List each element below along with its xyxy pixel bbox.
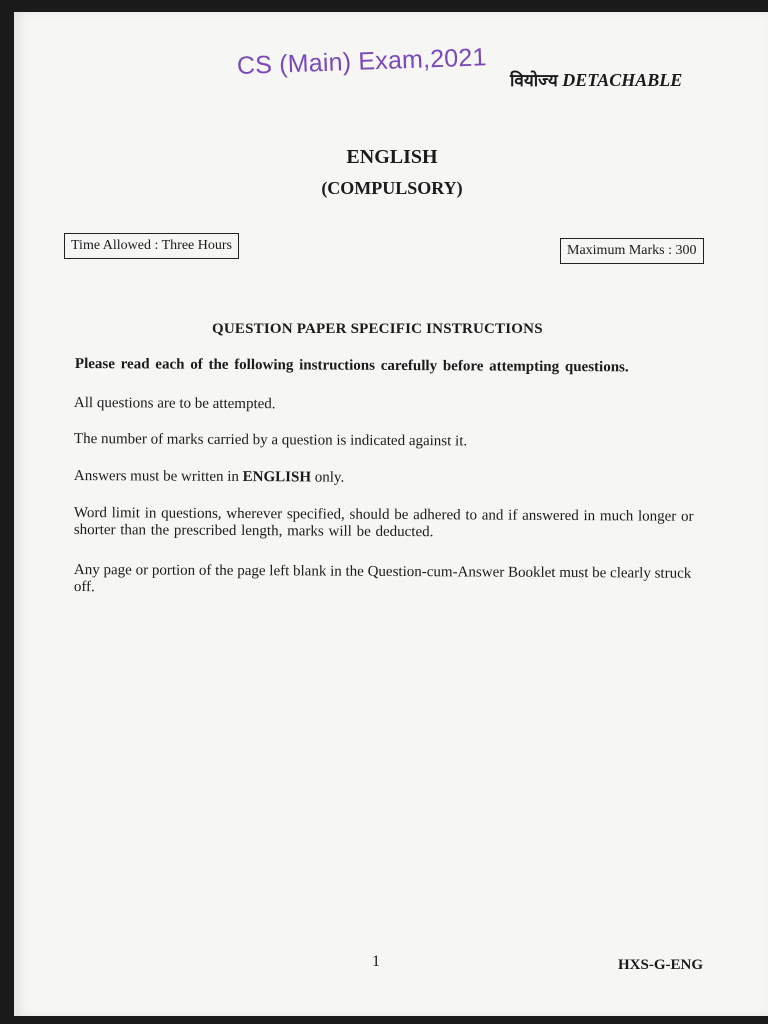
instructions-lead: Please read each of the following instructions carefully before attempting questions. <box>74 356 629 376</box>
instruction-item: Any page or portion of the page left blank in the Question-cum-Answer Booklet must be clearly struck off. <box>73 562 692 596</box>
answers-language: ENGLISH <box>242 469 312 486</box>
subject-subtitle: (COMPULSORY) <box>321 178 463 198</box>
maximum-marks-box: Maximum Marks : 300 <box>560 238 704 264</box>
instruction-item: Word limit in questions, wherever specified, should be adhered to and if answered in much longer or shorter than the prescribed length, marks will be deducted. <box>73 505 694 541</box>
time-allowed-box: Time Allowed : Three Hours <box>64 233 239 259</box>
subject-title: ENGLISH <box>346 146 438 168</box>
detachable-english: DETACHABLE <box>562 70 683 90</box>
instruction-item: All questions are to be attempted. <box>73 395 276 413</box>
exam-stamp: CS (Main) Exam,2021 <box>236 43 488 80</box>
detachable-label <box>510 68 682 91</box>
answers-suffix: only. <box>310 469 345 486</box>
answers-prefix: Answers must be written in <box>73 468 243 486</box>
page-number: 1 <box>372 953 380 970</box>
detachable-hindi: वियोज्य <box>510 71 558 91</box>
instruction-item: The number of marks carried by a question is indicated against it. <box>73 431 468 450</box>
paper-code: HXS-G-ENG <box>618 957 704 973</box>
instructions-heading: QUESTION PAPER SPECIFIC INSTRUCTIONS <box>212 321 543 337</box>
